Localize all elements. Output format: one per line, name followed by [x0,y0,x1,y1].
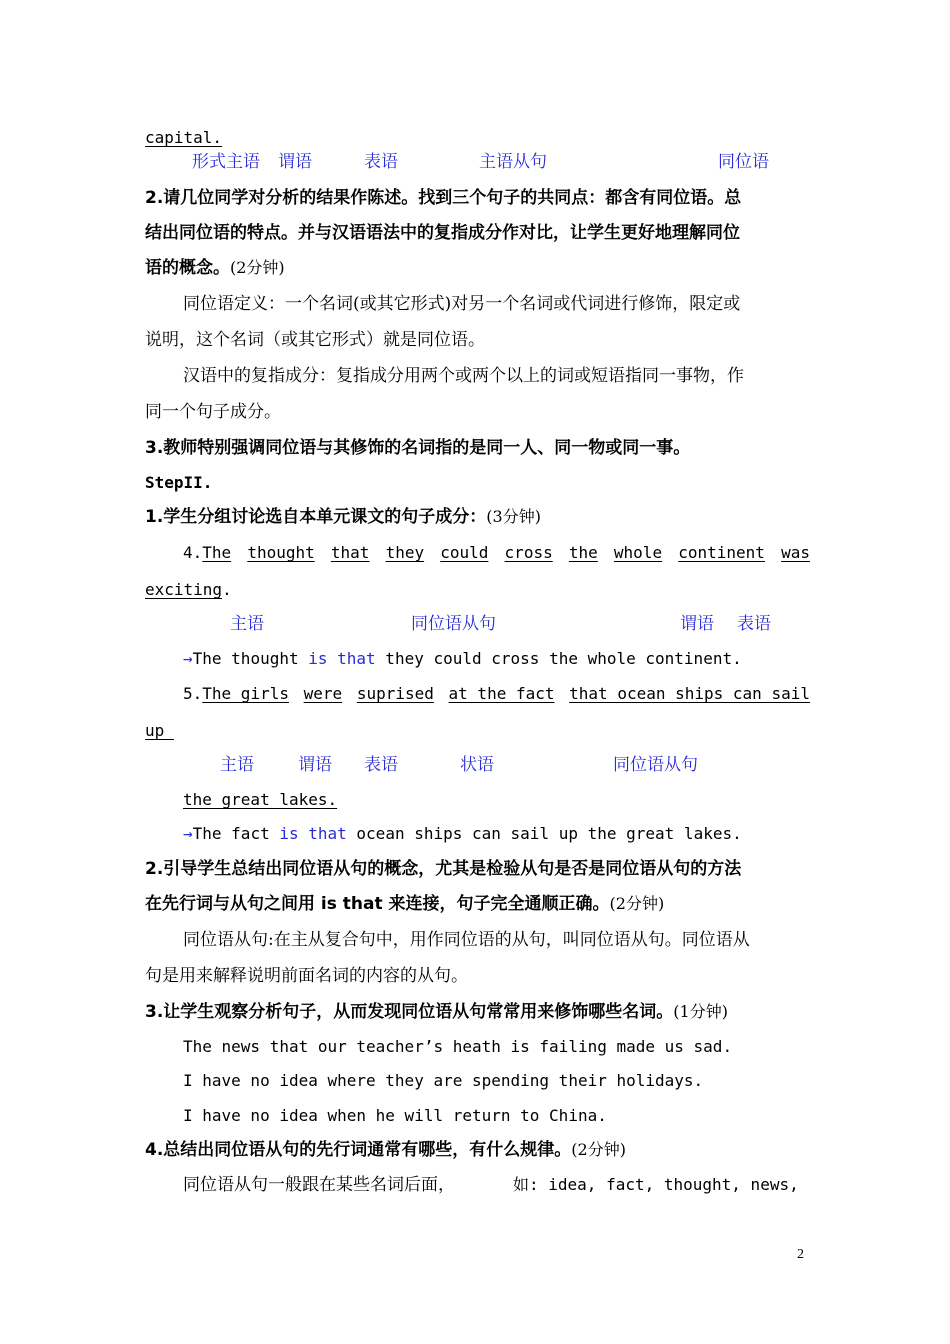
heading-step-2: 2.请几位同学对分析的结果作陈述。找到三个句子的共同点：都含有同位语。总 [145,188,742,208]
step-heading: StepII. [145,473,213,492]
example-sentence-4: 4.The thought that they could cross the whole continent was [183,543,810,562]
label-appositive-clause: 同位语从句 [411,614,496,634]
label-appositive-clause: 同位语从句 [613,755,698,775]
heading-step-3: 3.教师特别强调同位语与其修饰的名词指的是同一人、同一物或同一事。 [145,438,691,458]
example-sentence: I have no idea when he will return to China. [183,1106,607,1125]
labels-row-1 [145,145,810,179]
rewrite-sentence-4: →The thought is that they could cross the whole continent. [183,649,742,668]
example-sentence-5: 5.The girls were suprised at the fact that ocean ships can sail [183,684,810,703]
label-subject: 主语 [220,755,254,775]
text-line: the great lakes. [183,790,338,809]
label-adverbial: 状语 [460,755,494,775]
example-sentence: I have no idea where they are spending their holidays. [183,1071,704,1090]
label-predicative: 表语 [737,614,771,634]
label-predicative: 表语 [364,152,398,172]
text-line: exciting. [145,580,232,599]
text-line: 语的概念。(2分钟) [145,258,285,278]
label-predicative: 表语 [364,755,398,775]
example-sentence: The news that our teacher’s heath is failing made us sad. [183,1037,733,1056]
definition-appositive: 同位语定义：一个名词(或其它形式)对另一个名词或代词进行修饰，限定或 [183,294,741,314]
text-line: 同位语从句一般跟在某些名词后面， 如: idea, fact, thought, news, [183,1175,799,1195]
text-line: 说明，这个名词（或其它形式）就是同位语。 [145,330,485,350]
text-line: 句是用来解释说明前面名词的内容的从句。 [145,966,468,986]
text-line: 1.学生分组讨论选自本单元课文的句子成分：(3分钟) [145,507,541,527]
text-line: up [145,721,174,740]
label-subject: 主语 [230,614,264,634]
label-predicate: 谓语 [278,152,312,172]
rewrite-sentence-5: →The fact is that ocean ships can sail up the great lakes. [183,824,742,843]
definition-appositive-clause: 同位语从句:在主从复合句中，用作同位语的从句，叫同位语从句。同位语从 [183,930,750,950]
labels-row-3 [145,748,810,782]
label-predicate: 谓语 [298,755,332,775]
text-line: 同一个句子成分。 [145,402,281,422]
heading-step-2b: 2.引导学生总结出同位语从句的概念，尤其是检验从句是否是同位语从句的方法 [145,859,742,879]
labels-row-2 [145,607,810,641]
heading-step-3b: 3.让学生观察分析句子，从而发现同位语从句常常用来修饰哪些名词。(1分钟) [145,1002,728,1022]
text-line: 在先行词与从句之间用 is that 来连接，句子完全通顺正确。(2分钟) [145,894,665,914]
label-formal-subject: 形式主语 [192,152,260,172]
heading-step-4: 4.总结出同位语从句的先行词通常有哪些，有什么规律。(2分钟) [145,1140,626,1160]
label-predicate: 谓语 [680,614,714,634]
label-subject-clause: 主语从句 [479,152,547,172]
label-appositive: 同位语 [718,152,769,172]
text-line-capital: capital. [145,128,223,147]
definition-chinese-recapitulative: 汉语中的复指成分：复指成分用两个或两个以上的词或短语指同一事物，作 [183,366,744,386]
text-line: 结出同位语的特点。并与汉语语法中的复指成分作对比，让学生更好地理解同位 [145,223,740,243]
page-number: 2 [797,1247,804,1262]
